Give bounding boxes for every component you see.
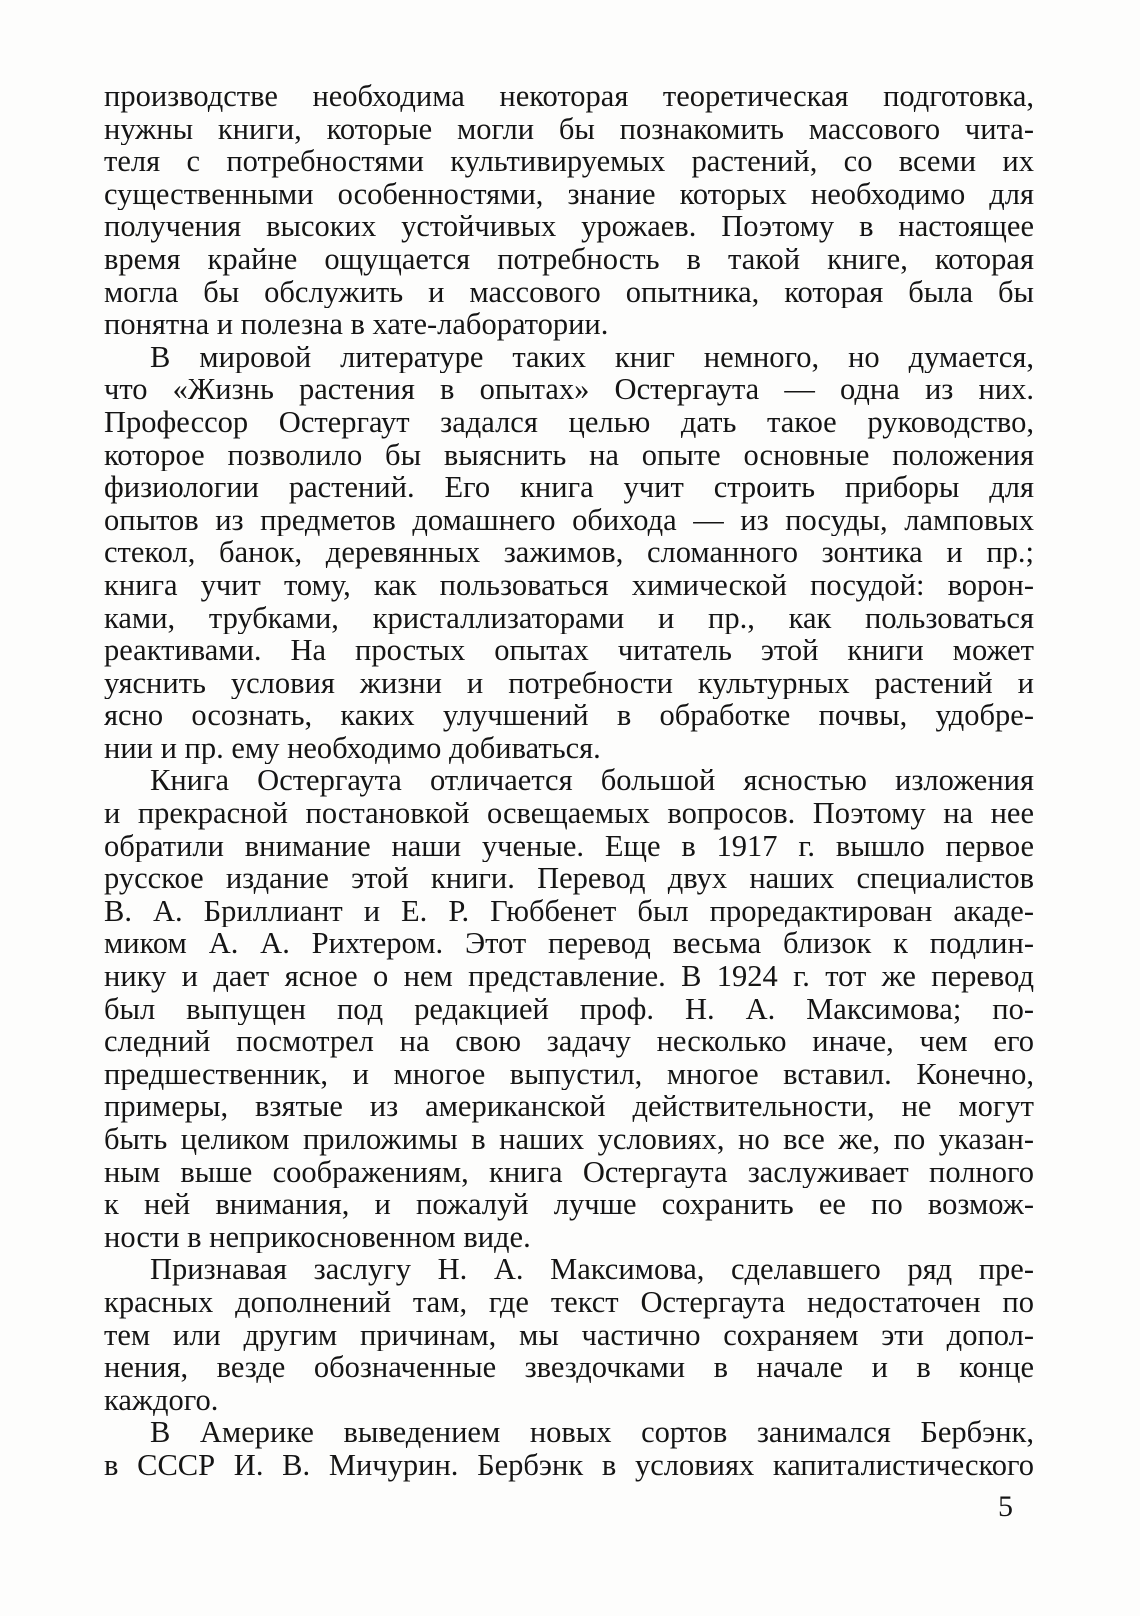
text-line: русское издание этой книги. Перевод двух наших специалистов [104,862,1034,895]
text-line: понятна и полезна в хате-лаборатории. [104,308,609,341]
text-line: нужны книги, которые могли бы познакомить массового чита- [104,112,1034,146]
text-line: ности в неприкосновенном виде. [104,1220,531,1254]
text-line: каждого. [104,1383,219,1417]
text-line: красных дополнений там, где текст Остергаута недостаточен по [104,1285,1034,1319]
text-line: производстве необходима некоторая теоретическая подготовка, [104,80,1034,113]
text-line: тем или другим причинам, мы частично сохраняем эти допол- [104,1318,1034,1352]
text-line: реактивами. На простых опытах читатель этой книги может [104,634,1034,667]
text-line: которое позволило бы выяснить на опыте основные положения [104,438,1034,472]
text-line: уяснить условия жизни и потребности культурных растений и [104,666,1034,700]
text-line: могла бы обслужить и массового опытника, которая была бы [104,275,1034,309]
text-line: быть целиком приложимы в наших условиях, но все же, по указан- [104,1123,1034,1156]
text-line: и прекрасной постановкой освещаемых вопросов. Поэтому на нее [104,797,1034,830]
text-line: книга учит тому, как пользоваться химической посудой: ворон- [104,568,1034,602]
body-text [104,80,1034,1482]
text-line: В. А. Бриллиант и Е. Р. Гюббенет был проредактирован акаде- [104,894,1034,928]
text-line: в СССР И. В. Мичурин. Бербэнк в условиях капиталистического [104,1448,1034,1482]
text-line: ным выше соображениям, книга Остергаута заслуживает полного [104,1155,1034,1189]
text-line: примеры, взятые из американской действительности, не могут [104,1090,1034,1123]
text-line: что «Жизнь растения в опытах» Остергаута — одна из них. [104,373,1034,406]
text-line: получения высоких устойчивых урожаев. Поэтому в настоящее [104,210,1034,243]
text-line: Профессор Остергаут задался целью дать такое руководство, [104,405,1034,439]
text-line: Признавая заслугу Н. А. Максимова, сделавшего ряд пре- [150,1253,1034,1286]
text-line: нии и пр. ему необходимо добиваться. [104,731,601,765]
text-line: В Америке выведением новых сортов занимался Бербэнк, [150,1416,1034,1449]
page-number: 5 [998,1490,1013,1523]
text-line: к ней внимания, и пожалуй лучше сохранить ее по возмож- [104,1188,1034,1221]
text-line: ками, трубками, кристаллизаторами и пр., как пользоваться [104,601,1034,635]
text-line: миком А. А. Рихтером. Этот перевод весьма близок к подлин- [104,927,1034,961]
text-line: физиологии растений. Его книга учит строить приборы для [104,471,1034,504]
text-line: предшественник, и многое выпустил, многое вставил. Конечно, [104,1057,1034,1091]
text-line: следний посмотрел на свою задачу несколько иначе, чем его [104,1025,1034,1058]
text-line: Книга Остергаута отличается большой ясностью изложения [150,764,1034,798]
text-line: ясно осознать, каких улучшений в обработке почвы, удобре- [104,699,1034,732]
text-line: В мировой литературе таких книг немного, но думается, [150,340,1034,374]
text-line: нения, везде обозначенные звездочками в начале и в конце [104,1351,1034,1384]
text-line: опытов из предметов домашнего обихода — из посуды, ламповых [104,503,1034,537]
text-line: был выпущен под редакцией проф. Н. А. Максимова; по- [104,992,1034,1026]
text-line: обратили внимание наши ученые. Еще в 1917 г. вышло первое [104,829,1034,863]
text-line: теля с потребностями культивируемых растений, со всеми их [104,145,1034,178]
text-line: существенными особенностями, знание которых необходимо для [104,177,1034,211]
text-line: стекол, банок, деревянных зажимов, сломанного зонтика и пр.; [104,536,1034,569]
text-line: нику и дает ясное о нем представление. В 1924 г. тот же перевод [104,960,1034,993]
text-line: время крайне ощущается потребность в такой книге, которая [104,242,1034,276]
